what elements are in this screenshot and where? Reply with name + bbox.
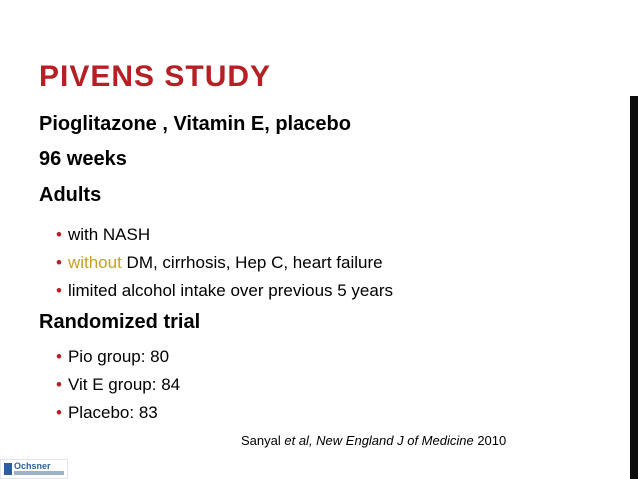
bullet-with-nash <box>56 225 150 245</box>
bullet-dot: • <box>56 403 62 422</box>
bullet-exclusions <box>56 253 383 273</box>
citation-author: Sanyal <box>241 433 285 448</box>
bullet-dot: • <box>56 253 62 272</box>
bullet-vit-e-group <box>56 375 180 395</box>
bullet-text: limited alcohol intake over previous 5 years <box>67 281 394 300</box>
bullet-placebo <box>56 403 158 423</box>
slide-title: PIVENS STUDY <box>39 60 272 93</box>
heading-treatments: Pioglitazone , Vitamin E, placebo <box>39 113 351 135</box>
highlight-without: without <box>67 253 122 272</box>
right-edge-bar <box>630 0 638 479</box>
bullet-dot: • <box>56 225 62 244</box>
bullet-text: DM, cirrhosis, Hep C, heart failure <box>121 253 383 272</box>
bullet-alcohol <box>56 281 393 301</box>
citation-journal: et al, New England J of Medicine <box>284 433 474 448</box>
ochsner-logo <box>0 459 68 479</box>
bullet-dot: • <box>56 375 62 394</box>
bullet-pio-group <box>56 347 169 367</box>
logo-wordmark: Ochsner <box>14 461 51 471</box>
bullet-text: Placebo: 83 <box>67 403 158 422</box>
logo-mark-icon <box>4 463 12 475</box>
bullet-dot: • <box>56 281 62 300</box>
bullet-text: with NASH <box>67 225 151 244</box>
citation-year: 2010 <box>473 433 507 448</box>
heading-randomized-trial: Randomized trial <box>39 311 201 333</box>
citation <box>241 433 506 448</box>
logo-tagline <box>14 471 64 475</box>
heading-adults: Adults <box>39 184 102 206</box>
bullet-text: Pio group: 80 <box>67 347 170 366</box>
heading-duration: 96 weeks <box>39 148 127 170</box>
bullet-text: Vit E group: 84 <box>67 375 181 394</box>
bullet-dot: • <box>56 347 62 366</box>
